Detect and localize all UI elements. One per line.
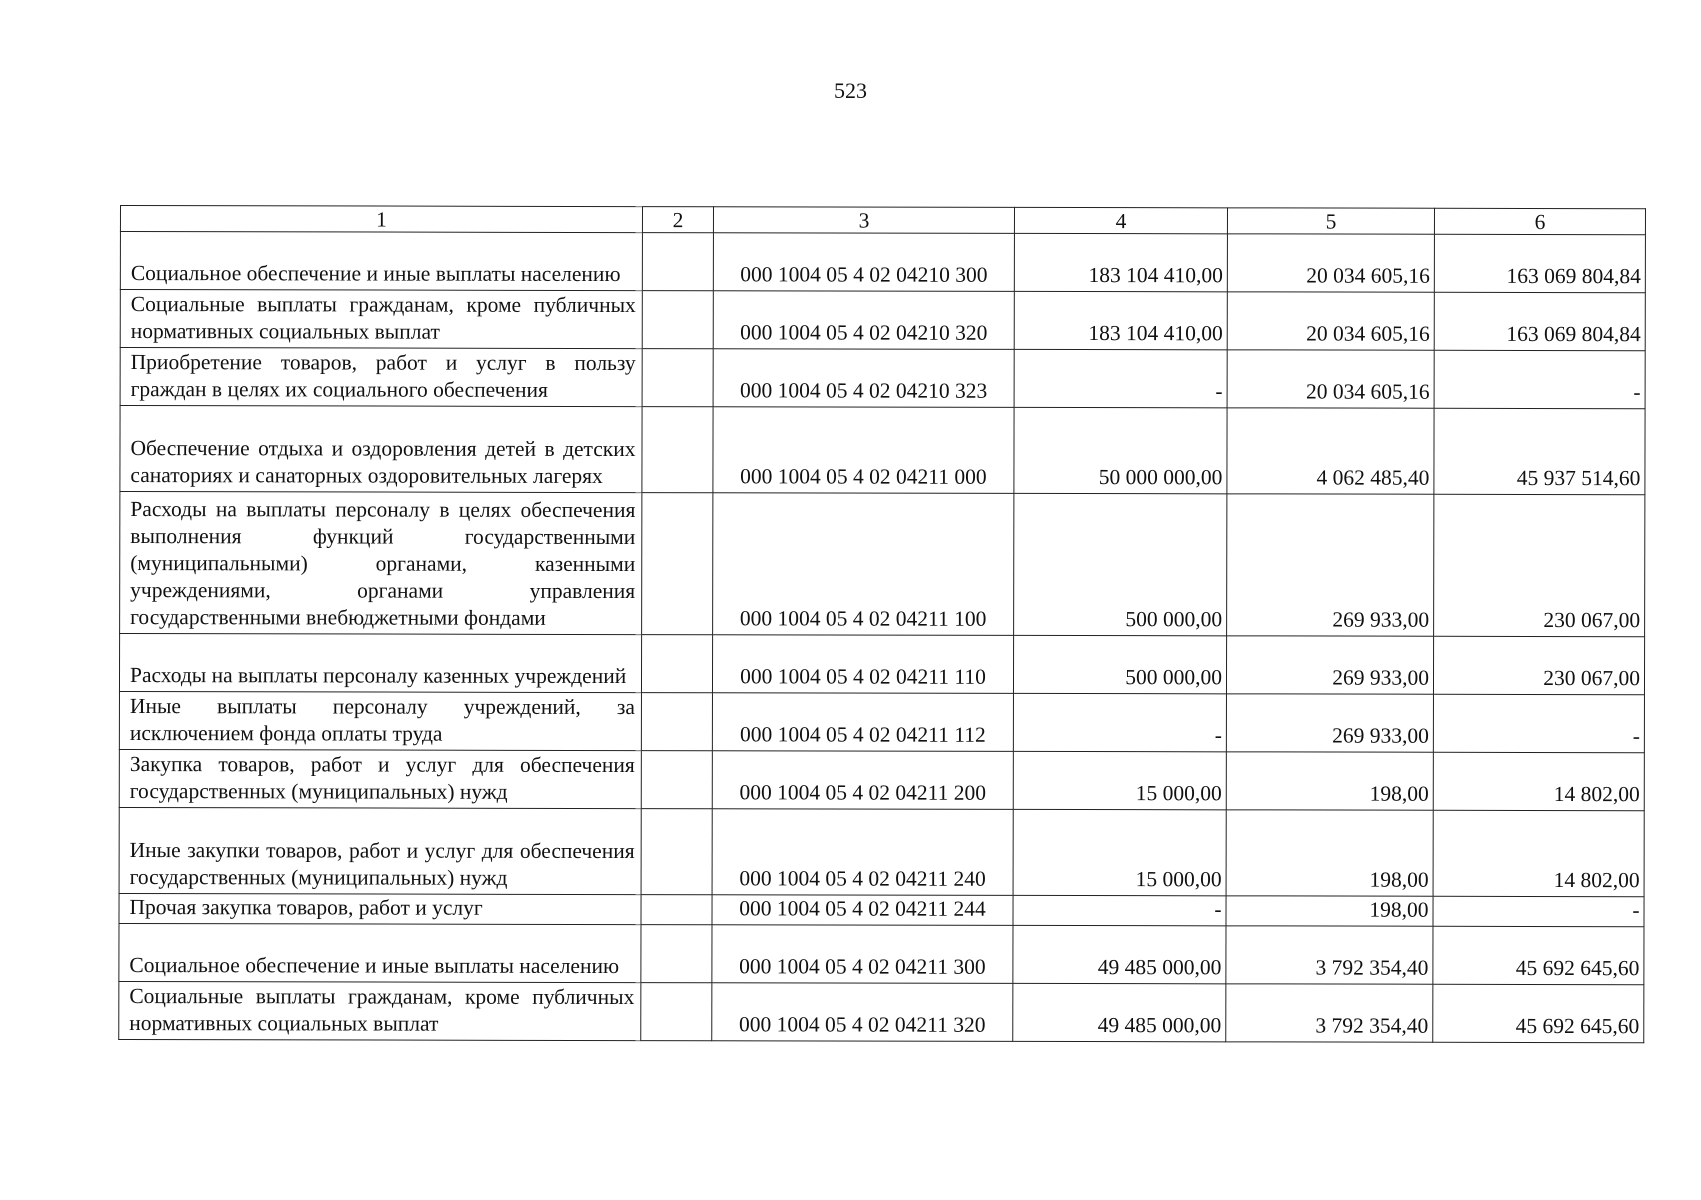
- row-col5: 4 062 485,40: [1227, 408, 1434, 494]
- row-col4: 49 485 000,00: [1013, 983, 1226, 1041]
- table-row: [119, 692, 1644, 753]
- row-name: Расходы на выплаты персоналу в целях обеспечения выполнения функций государственными (муниципальными) органами, казенными учреждениями, органами управления государственными внебюджетными фондами: [120, 492, 642, 635]
- table-row: [120, 492, 1645, 637]
- row-col5: 20 034 605,16: [1227, 292, 1434, 350]
- row-col6: 45 692 645,60: [1433, 984, 1644, 1042]
- row-col5: 20 034 605,16: [1227, 234, 1434, 292]
- table-row: [119, 749, 1644, 810]
- column-header: 6: [1434, 208, 1645, 234]
- row-col5: 198,00: [1226, 752, 1433, 810]
- table-row: [119, 634, 1644, 695]
- row-col4: 183 104 410,00: [1014, 233, 1227, 291]
- row-col4: 15 000,00: [1013, 751, 1226, 809]
- row-name: Иные закупки товаров, работ и услуг для обеспечения государственных (муниципальных) нужд: [119, 807, 641, 894]
- column-header: 4: [1014, 207, 1227, 233]
- row-code: 000 1004 05 4 02 04210 320: [713, 291, 1014, 350]
- row-col5: 3 792 354,40: [1226, 984, 1433, 1042]
- row-col6: 45 937 514,60: [1434, 408, 1645, 494]
- row-col6: 14 802,00: [1433, 810, 1644, 896]
- row-name: Социальное обеспечение и иные выплаты населению: [119, 923, 641, 982]
- row-col4: 500 000,00: [1014, 493, 1227, 635]
- row-code: 000 1004 05 4 02 04211 320: [712, 983, 1013, 1042]
- row-code: 000 1004 05 4 02 04211 240: [712, 809, 1013, 896]
- row-name: Иные выплаты персоналу учреждений, за исключением фонда оплаты труда: [119, 692, 641, 751]
- row-col2: [641, 983, 712, 1041]
- row-col5: 269 933,00: [1227, 494, 1434, 636]
- column-header: 3: [713, 207, 1014, 234]
- row-col6: -: [1433, 896, 1644, 926]
- row-code: 000 1004 05 4 02 04211 100: [713, 493, 1014, 636]
- row-name: Приобретение товаров, работ и услуг в пользу граждан в целях их социального обеспечения: [120, 348, 642, 407]
- row-col4: 50 000 000,00: [1014, 407, 1227, 493]
- row-code: 000 1004 05 4 02 04211 200: [712, 751, 1013, 810]
- row-col6: 14 802,00: [1433, 752, 1644, 810]
- table-row: [120, 406, 1645, 495]
- row-name: Прочая закупка товаров, работ и услуг: [119, 893, 641, 924]
- row-name: Социальные выплаты гражданам, кроме публичных нормативных социальных выплат: [119, 981, 641, 1040]
- row-name: Социальные выплаты гражданам, кроме публичных нормативных социальных выплат: [120, 290, 642, 349]
- column-header: 1: [120, 206, 642, 233]
- row-code: 000 1004 05 4 02 04211 112: [712, 693, 1013, 752]
- row-col4: 15 000,00: [1013, 809, 1226, 895]
- row-col4: -: [1013, 693, 1226, 751]
- row-col2: [642, 407, 713, 493]
- row-code: 000 1004 05 4 02 04211 300: [712, 925, 1013, 984]
- row-col2: [641, 895, 712, 925]
- budget-table: [118, 205, 1646, 1043]
- table-row: [119, 981, 1644, 1042]
- row-col5: 269 933,00: [1226, 694, 1433, 752]
- row-col6: 230 067,00: [1434, 494, 1645, 636]
- row-code: 000 1004 05 4 02 04210 323: [713, 349, 1014, 408]
- column-header: 2: [642, 207, 713, 233]
- row-col4: -: [1014, 349, 1227, 407]
- column-header: 5: [1227, 208, 1434, 234]
- table-row: [120, 232, 1645, 293]
- row-col5: 269 933,00: [1226, 636, 1433, 694]
- row-col4: 183 104 410,00: [1014, 291, 1227, 349]
- row-col6: 230 067,00: [1433, 636, 1644, 694]
- table-row: [119, 923, 1644, 984]
- row-col4: -: [1013, 895, 1226, 925]
- row-code: 000 1004 05 4 02 04210 300: [713, 233, 1014, 292]
- row-col2: [642, 291, 713, 349]
- table-row: [119, 807, 1644, 896]
- row-code: 000 1004 05 4 02 04211 000: [713, 407, 1014, 494]
- row-col5: 198,00: [1226, 810, 1433, 896]
- row-name: Закупка товаров, работ и услуг для обеспечения государственных (муниципальных) нужд: [119, 749, 641, 808]
- table-row: [120, 290, 1645, 351]
- row-col2: [642, 493, 713, 635]
- row-col5: 198,00: [1226, 896, 1433, 926]
- row-col2: [642, 233, 713, 291]
- row-col6: -: [1434, 350, 1645, 408]
- table-row: [120, 348, 1645, 409]
- row-col4: 500 000,00: [1013, 635, 1226, 693]
- row-code: 000 1004 05 4 02 04211 110: [712, 635, 1013, 694]
- row-col6: 163 069 804,84: [1434, 234, 1645, 292]
- row-name: Расходы на выплаты персоналу казенных учреждений: [119, 634, 641, 693]
- row-name: Обеспечение отдыха и оздоровления детей в детских санаториях и санаторных оздоровительных лагерях: [120, 406, 642, 493]
- row-name: Социальное обеспечение и иные выплаты населению: [120, 232, 642, 291]
- row-col5: 20 034 605,16: [1227, 350, 1434, 408]
- row-code: 000 1004 05 4 02 04211 244: [712, 895, 1013, 926]
- row-col6: 163 069 804,84: [1434, 292, 1645, 350]
- row-col6: 45 692 645,60: [1433, 926, 1644, 984]
- table-row: [119, 893, 1644, 926]
- row-col2: [641, 635, 712, 693]
- row-col4: 49 485 000,00: [1013, 925, 1226, 983]
- row-col2: [641, 693, 712, 751]
- row-col5: 3 792 354,40: [1226, 926, 1433, 984]
- table-header-row: [120, 206, 1645, 235]
- row-col6: -: [1433, 694, 1644, 752]
- row-col2: [642, 349, 713, 407]
- row-col2: [641, 751, 712, 809]
- page-number: 523: [834, 78, 867, 103]
- row-col2: [641, 925, 712, 983]
- row-col2: [641, 809, 712, 895]
